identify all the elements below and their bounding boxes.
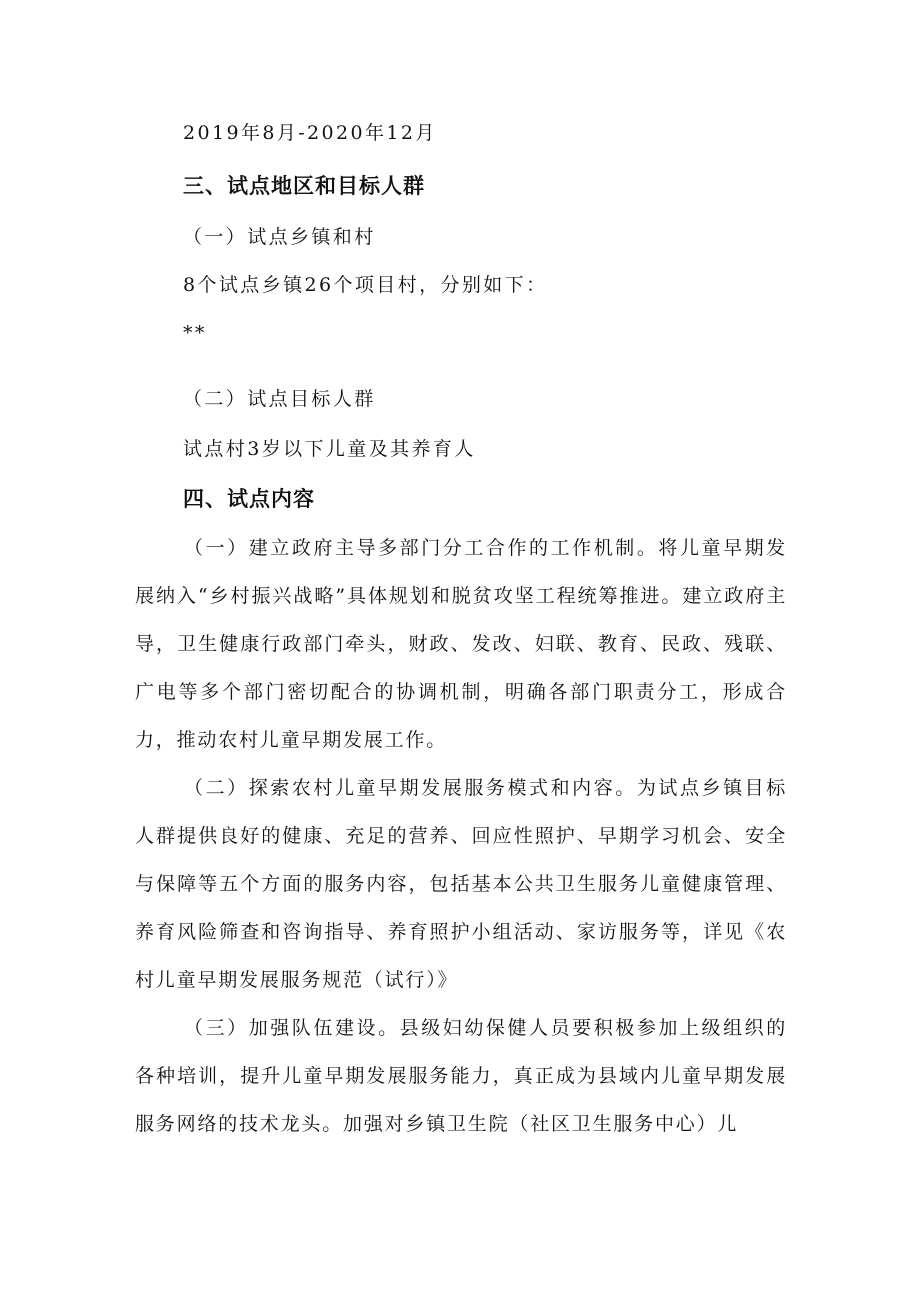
section-3-heading: 三、试点地区和目标人群 (183, 174, 425, 198)
paragraph-1: （一）建立政府主导多部门分工合作的工作机制。将儿童早期发展纳入“乡村振兴战略”具体规划和脱贫攻坚工程统筹推进。建立政府主导，卫生健康行政部门牵头，财政、发改、妇联、教育、民政、残联、广电等多个部门密切配合的协调机制，明确各部门职责分工，形成合力，推动农村儿童早期发展工作。 (135, 537, 787, 751)
subsection-1-heading: （一）试点乡镇和村 (183, 226, 376, 248)
paragraph-2: （二）探索农村儿童早期发展服务模式和内容。为试点乡镇目标人群提供良好的健康、充足的营养、回应性照护、早期学习机会、安全与保障等五个方面的服务内容，包括基本公共卫生服务儿童健康管理、养育风险筛查和咨询指导、养育照护小组活动、家访服务等，详见《农村儿童早期发展服务规范（试行）》 (135, 777, 787, 991)
subsection-2-heading: （二）试点目标人群 (183, 388, 376, 410)
section-4-heading: 四、试点内容 (183, 487, 315, 511)
paragraph-3: （三）加强队伍建设。县级妇幼保健人员要积极参加上级组织的各种培训，提升儿童早期发展服务能力，真正成为县域内儿童早期发展服务网络的技术龙头。加强对乡镇卫生院（社区卫生服务中心）儿 (135, 1017, 787, 1135)
period-line: 2019年8月-2020年12月 (183, 122, 437, 144)
subsection-1-text: 8个试点乡镇26个项目村，分别如下： (183, 274, 548, 296)
subsection-2-text: 试点村3岁以下儿童及其养育人 (183, 438, 476, 460)
placeholder-mark: ** (183, 322, 207, 344)
